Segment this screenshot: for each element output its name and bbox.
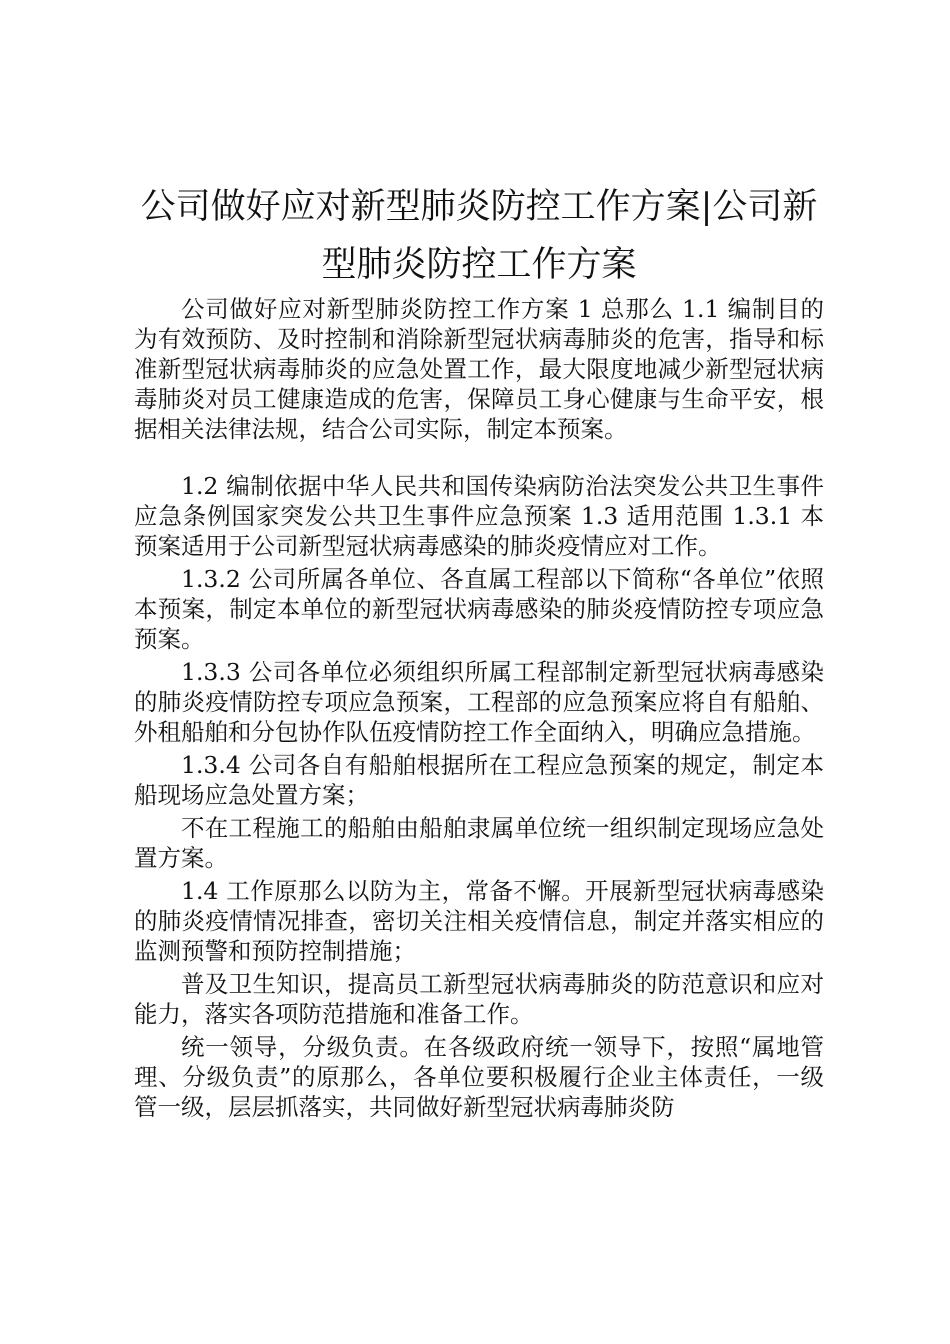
paragraph-scope-units: 1.3.2 公司所属各单位、各直属工程部以下简称“各单位”依照本预案，制定本单位的新型冠状病毒感染的肺炎疫情防控专项应急预案。 (134, 565, 824, 653)
paragraph-scope-ships: 1.3.4 公司各自有船舶根据所在工程应急预案的规定，制定本船现场应急处置方案； (134, 751, 824, 809)
document-body (134, 294, 824, 1122)
paragraph-idle-ships: 不在工程施工的船舶由船舶隶属单位统一组织制定现场应急处置方案。 (134, 814, 824, 872)
paragraph-scope-projects: 1.3.3 公司各单位必须组织所属工程部制定新型冠状病毒感染的肺炎疫情防控专项应急预案，工程部的应急预案应将自有船舶、外租船舶和分包协作队伍疫情防控工作全面纳入，明确应急措施。 (134, 658, 824, 746)
document-title: 公司做好应对新型肺炎防控工作方案|公司新型肺炎防控工作方案 (140, 187, 818, 285)
paragraph-general-purpose: 公司做好应对新型肺炎防控工作方案 1 总那么 1.1 编制目的为有效预防、及时控制和消除新型冠状病毒肺炎的危害，指导和标准新型冠状病毒肺炎的应急处置工作，最大限度地减少新型冠状病毒肺炎对员工健康造成的危害，保障员工身心健康与生命平安，根据相关法律法规，结合公司实际，制定本预案。 (134, 295, 824, 443)
paragraph-principle-prevention: 1.4 工作原那么以防为主，常备不懈。开展新型冠状病毒感染的肺炎疫情情况排查，密切关注相关疫情信息，制定并落实相应的监测预警和预防控制措施； (134, 877, 824, 965)
paragraph-basis-scope: 1.2 编制依据中华人民共和国传染病防治法突发公共卫生事件应急条例国家突发公共卫生事件应急预案 1.3 适用范围 1.3.1 本预案适用于公司新型冠状病毒感染的肺炎疫情应对工作。 (134, 472, 824, 560)
paragraph-hygiene-knowledge: 普及卫生知识，提高员工新型冠状病毒肺炎的防范意识和应对能力，落实各项防范措施和准备工作。 (134, 970, 824, 1028)
paragraph-unified-leadership: 统一领导，分级负责。在各级政府统一领导下，按照“属地管理、分级负责”的原那么，各单位要积极履行企业主体责任，一级管一级，层层抓落实，共同做好新型冠状病毒肺炎防 (134, 1033, 824, 1121)
document-page (134, 178, 824, 1125)
